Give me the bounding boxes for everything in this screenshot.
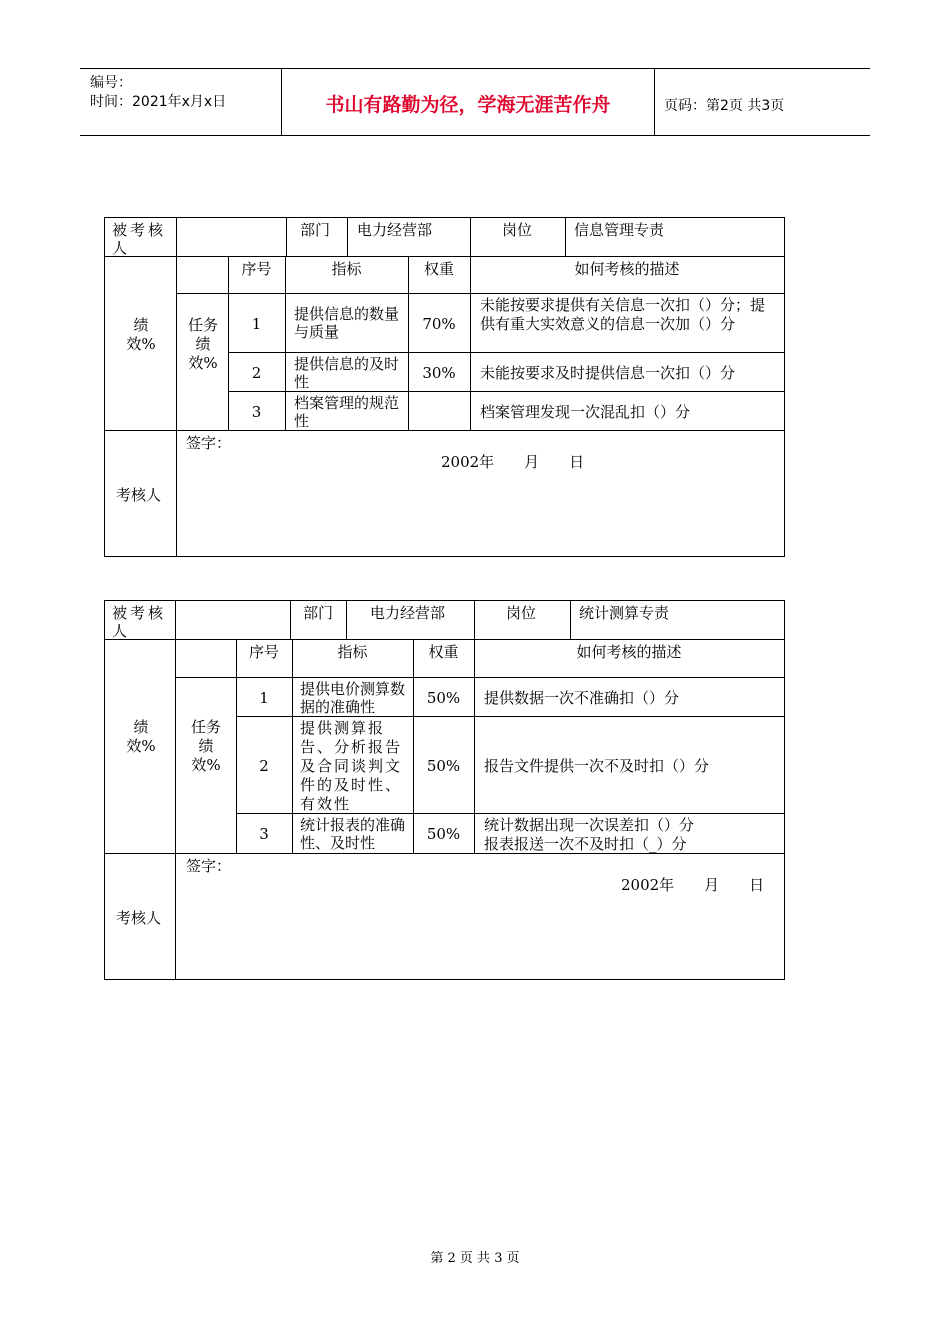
row-seq: 2	[251, 364, 262, 382]
table-rule	[470, 217, 471, 430]
table-rule	[104, 430, 785, 431]
row-seq: 1	[251, 315, 262, 333]
row-seq: 3	[259, 825, 269, 843]
row-seq: 2	[259, 757, 269, 775]
row-indicator: 提供测算报告、分析报告及合同谈判文件的及时性、有效性	[300, 719, 403, 813]
col-indicator-header: 指标	[337, 643, 368, 661]
row-indicator: 档案管理的规范性	[294, 394, 400, 430]
table-rule	[347, 217, 348, 256]
header-bottom-rule	[80, 135, 870, 136]
page-info: 页码：第2页 共3页	[664, 98, 785, 114]
sign-label: 签字：	[186, 857, 232, 875]
row-weight: 50%	[426, 689, 461, 707]
performance-label: 绩效%	[126, 718, 156, 755]
table-rule	[784, 600, 785, 980]
table-rule	[104, 217, 105, 557]
table-rule	[176, 217, 177, 557]
row-indicator: 统计报表的准确性、及时性	[300, 816, 406, 852]
table-rule	[104, 256, 785, 257]
table-rule	[784, 217, 785, 557]
table-rule	[236, 639, 237, 853]
dept-value: 电力经营部	[370, 604, 446, 622]
table-rule	[413, 639, 414, 853]
examinee-label: 被考核人	[112, 604, 167, 640]
table-rule	[104, 600, 785, 601]
table-rule	[228, 391, 785, 392]
sign-label: 签字：	[186, 434, 232, 452]
post-value: 信息管理专责	[574, 221, 665, 239]
row-seq: 3	[251, 403, 262, 421]
table-rule	[286, 217, 287, 256]
table-rule	[176, 677, 785, 678]
row-weight: 50%	[426, 825, 461, 843]
table-rule	[408, 256, 409, 430]
table-rule	[292, 639, 293, 853]
row-desc: 提供数据一次不准确扣（）分	[484, 689, 680, 707]
col-desc-header: 如何考核的描述	[576, 643, 682, 661]
col-indicator-header: 指标	[331, 260, 362, 278]
col-weight-header: 权重	[423, 260, 454, 278]
task-performance-label: 任务绩效%	[188, 316, 219, 372]
number-label: 编号：	[90, 75, 132, 91]
post-value: 统计测算专责	[579, 604, 670, 622]
row-desc: 档案管理发现一次混乱扣（）分	[480, 403, 691, 421]
table-rule	[565, 217, 566, 256]
table-rule	[176, 293, 785, 294]
sign-date: 2002年 月 日	[621, 876, 765, 894]
row-indicator: 提供电价测算数据的准确性	[300, 680, 406, 716]
time-text: 时间：2021年x月x日	[90, 94, 227, 110]
table-rule	[474, 600, 475, 853]
header-divider	[654, 68, 655, 135]
motto-text: 书山有路勤为径，学海无涯苦作舟	[325, 94, 611, 116]
page-footer: 第 2 页 共 3 页	[430, 1251, 520, 1266]
row-indicator: 提供信息的数量与质量	[294, 305, 400, 341]
dept-value: 电力经营部	[357, 221, 433, 239]
table-rule	[104, 853, 785, 854]
performance-label: 绩效%	[126, 316, 156, 353]
sign-date: 2002年 月 日	[441, 453, 585, 471]
row-weight: 50%	[426, 757, 461, 775]
col-desc-header: 如何考核的描述	[574, 260, 680, 278]
table-rule	[236, 716, 785, 717]
table-rule	[104, 556, 785, 557]
table-rule	[104, 600, 105, 980]
assessor-label: 考核人	[116, 486, 162, 504]
header-top-rule	[80, 68, 870, 69]
table-rule	[346, 600, 347, 639]
examinee-label: 被考核人	[112, 221, 167, 257]
table-rule	[228, 352, 785, 353]
row-seq: 1	[259, 689, 269, 707]
dept-label: 部门	[300, 221, 331, 239]
col-seq-header: 序号	[241, 260, 272, 278]
row-weight: 70%	[422, 315, 456, 333]
post-label: 岗位	[506, 604, 537, 622]
table-rule	[290, 600, 291, 639]
row-desc-line-1: 统计数据出现一次误差扣（）分	[484, 816, 695, 834]
col-weight-header: 权重	[428, 643, 459, 661]
row-desc: 未能按要求及时提供信息一次扣（）分	[480, 364, 736, 382]
row-desc: 报告文件提供一次不及时扣（）分	[484, 757, 710, 775]
table-rule	[104, 979, 785, 980]
table-rule	[104, 217, 785, 218]
row-indicator: 提供信息的及时性	[294, 355, 400, 391]
table-rule	[285, 256, 286, 430]
table-rule	[175, 600, 176, 980]
row-desc: 未能按要求提供有关信息一次扣（）分；提供有重大实效意义的信息一次加（）分	[480, 296, 766, 333]
task-performance-label: 任务绩效%	[191, 718, 222, 774]
row-desc-line-2: 报表报送一次不及时扣（_）分	[484, 835, 687, 853]
dept-label: 部门	[303, 604, 334, 622]
table-rule	[570, 600, 571, 639]
col-seq-header: 序号	[248, 643, 279, 661]
assessor-label: 考核人	[116, 909, 162, 927]
table-rule	[104, 639, 785, 640]
post-label: 岗位	[502, 221, 533, 239]
row-weight: 30%	[422, 364, 456, 382]
